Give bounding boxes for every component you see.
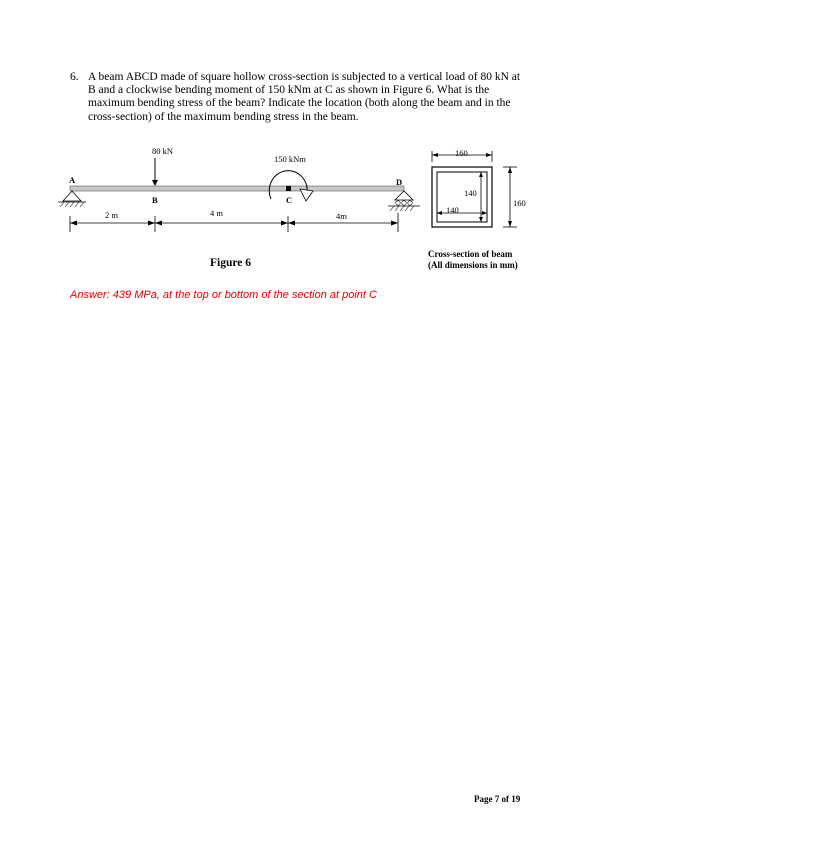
roller-support-d — [388, 191, 420, 211]
cross-section-caption-line1: Cross-section of beam — [428, 249, 513, 259]
cross-section-caption-line2: (All dimensions in mm) — [428, 260, 518, 270]
question-text: A beam ABCD made of square hollow cross-section is subjected to a vertical load of 80 kN at B and a clockwise bending moment of 150 kNm at C as shown in Figure 6. What is the maximum bending stress of the beam? Indicate the location (both along the beam and in the cross-section) of the maximum bending stress in the beam. — [88, 71, 521, 123]
moment-label: 150 kNm — [274, 154, 306, 164]
inner-width-label: 140 — [446, 205, 459, 215]
span-ab-label: 2 m — [105, 210, 118, 220]
pin-support-a — [58, 191, 86, 207]
load-label: 80 kN — [152, 146, 174, 156]
point-c-label: C — [286, 195, 293, 205]
outer-width-label: 160 — [455, 148, 468, 158]
span-bc-label: 4 m — [210, 208, 223, 218]
question-number: 6. — [70, 71, 79, 83]
answer-text: Answer: 439 MPa, at the top or bottom of the section at point C — [70, 289, 377, 301]
beam — [70, 186, 404, 191]
point-b-label: B — [152, 195, 158, 205]
point-a-label: A — [69, 175, 76, 185]
page-number: Page 7 of 19 — [474, 794, 521, 804]
figure-caption: Figure 6 — [210, 257, 251, 269]
cross-section-caption — [428, 249, 518, 271]
point-d-label: D — [396, 177, 403, 187]
span-cd-label: 4m — [336, 211, 347, 221]
outer-height-label: 160 — [513, 198, 526, 208]
inner-height-label: 140 — [464, 188, 477, 198]
span-dimension-line — [70, 213, 398, 232]
